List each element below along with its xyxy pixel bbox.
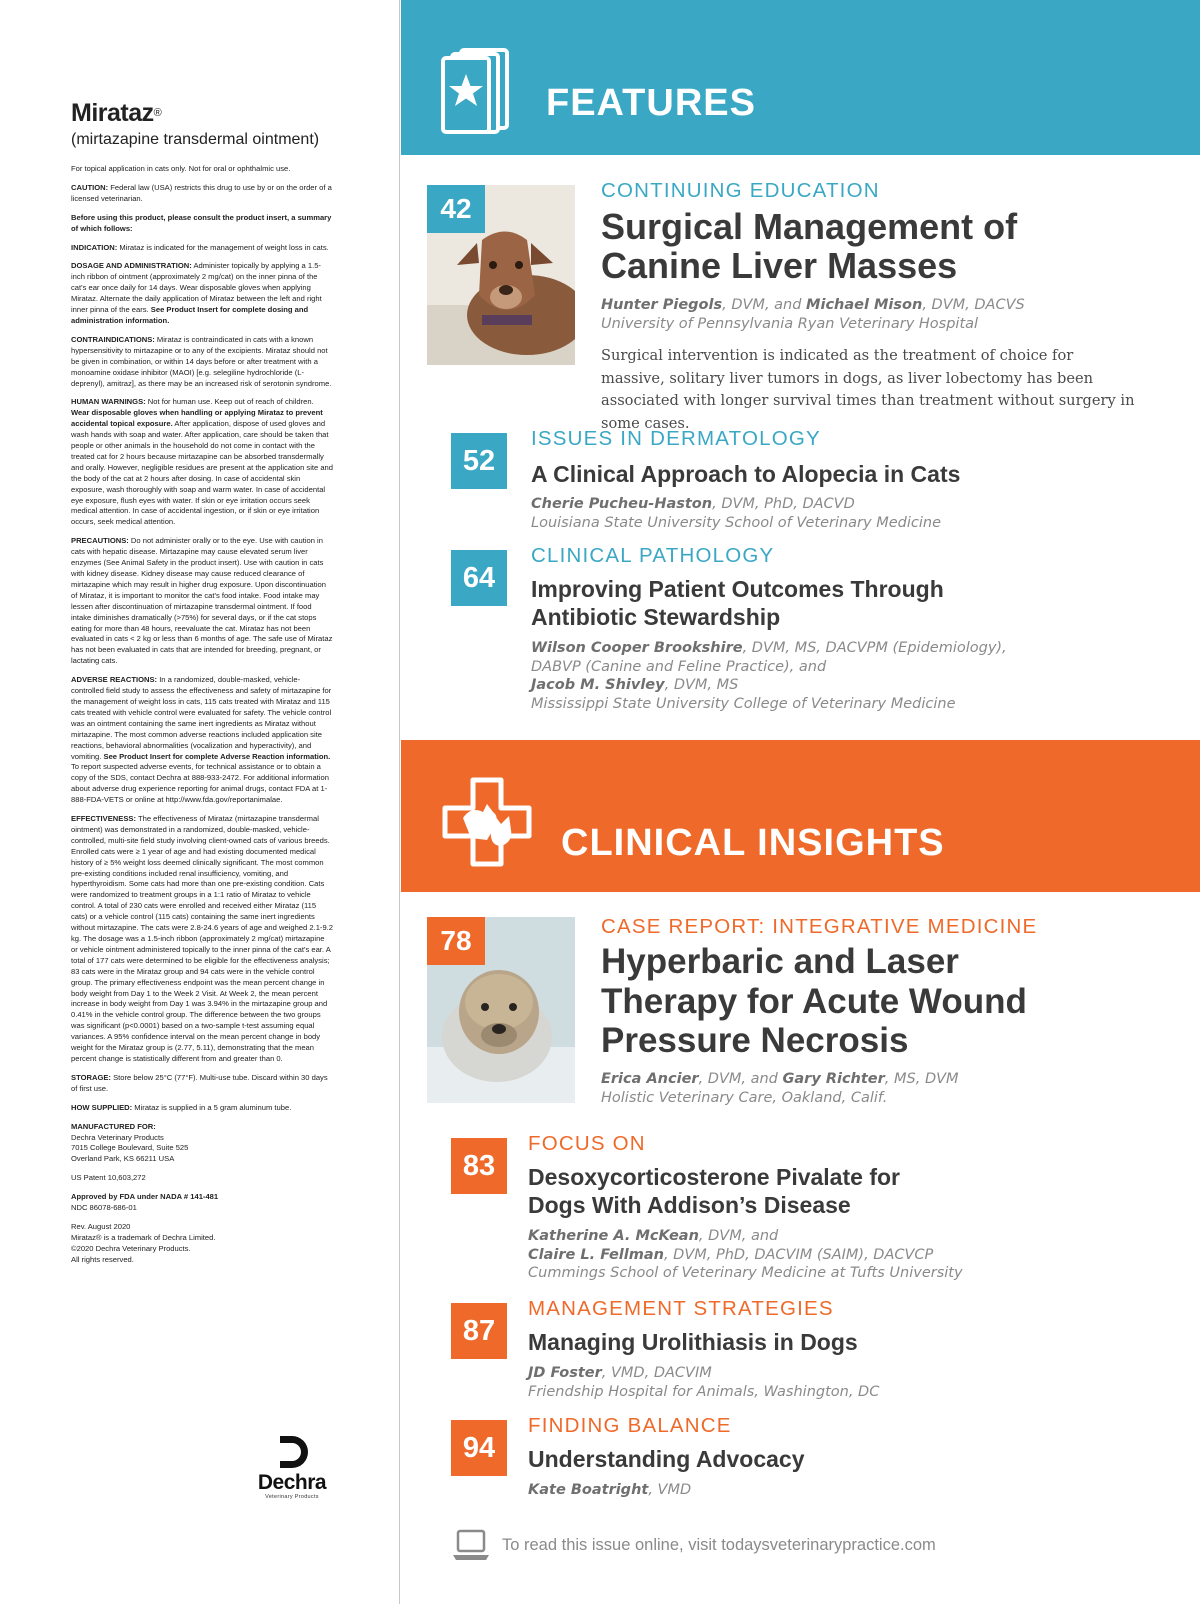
product-paragraphs	[71, 164, 333, 1266]
author-line: Wilson Cooper Brookshire, DVM, MS, DACVPM (Epidemiology),	[531, 640, 1007, 656]
article-category: ISSUES IN DERMATOLOGY	[531, 427, 821, 450]
article-authors	[531, 495, 941, 532]
author-line: Cummings School of Veterinary Medicine at Tufts University	[528, 1265, 963, 1281]
author-line: DABVP (Canine and Feline Practice), and	[531, 658, 827, 675]
clinical-insights-title: CLINICAL INSIGHTS	[561, 822, 945, 864]
author-line: University of Pennsylvania Ryan Veterinary Hospital	[601, 315, 979, 332]
features-banner	[401, 0, 1200, 155]
product-paragraph: MANUFACTURED FOR: Dechra Veterinary Products 7015 College Boulevard, Suite 525 Overland Park, KS 66211 USA	[71, 1121, 189, 1164]
article-authors	[601, 296, 1025, 333]
product-paragraph: CONTRAINDICATIONS: Mirataz is contraindicated in cats with a known hypersensitivity to mirtazapine or to any of the excipients. Mirataz should not be given in combination, or within 14 days before or after treatment with a monoamine oxidase inhibitor (MAOI) [e.g. selegiline hydrochloride (L-deprenyl), amitraz], as there may be an increased risk of serotonin syndrome.	[71, 334, 332, 388]
article-category: CONTINUING EDUCATION	[601, 179, 880, 202]
article-title: Understanding Advocacy	[528, 1446, 805, 1472]
dechra-logo	[252, 1432, 332, 1500]
laptop-icon	[452, 1528, 490, 1562]
product-paragraph: Before using this product, please consult the product insert, a summary of which follows:	[71, 212, 332, 233]
feature-article[interactable]	[451, 427, 1161, 540]
article-category: CASE REPORT: INTEGRATIVE MEDICINE	[601, 915, 1038, 938]
product-paragraph: EFFECTIVENESS: The effectiveness of Mirataz (mirtazapine transdermal ointment) was demonstrated in a randomized, double-masked, vehicle-controlled, multi-site field study involving client-owned cats of various breeds. Enrolled cats were ≥ 1 year of age and had existing documented medical history of ≥ 5% weight loss deemed clinically significant. The most common pre-existing conditions included renal insufficiency, vomiting, and hyperthyroidism. Some cats had more than one pre-existing condition. Cats were randomized to treatment groups in a 1:1 ratio of Mirataz to vehicle control. A total of 230 cats were enrolled and received either Mirataz (115 cats) or a vehicle control (115 cats) containing the same inert ingredients without mirtazapine. The cats were 2.8-24.6 years of age and weighed 2.1-9.2 kg. The dosage was a 1.5-inch ribbon (approximately 2 mg/cat) mirtazapine or vehicle ointment administered topically to the inner pinna of the cat's ear. A total of 177 cats were determined to be eligible for the effectiveness analysis; 83 cats were in the Mirataz group and 94 cats were in the vehicle control group. The primary effectiveness endpoint was the mean percent change in body weight from Day 1 to the Week 2 Visit. At Week 2, the mean percent increase in body weight from Day 1 was 3.94% in the mirtazapine group and 0.41% in the vehicle control group. The difference between the two groups was significant (p<0.0001) based on a two-sample t-test assuming equal variances. A 95% confidence interval on the mean percent change in body weight for the Mirataz group is (2.77, 5.11), demonstrating that the mean percent change is statistically different from and greater than 0.	[71, 814, 333, 1063]
product-info-sidebar	[0, 0, 400, 1604]
article-category: FINDING BALANCE	[528, 1414, 732, 1437]
drug-name: Mirataz®	[71, 99, 162, 127]
author-line: Mississippi State University College of Veterinary Medicine	[531, 695, 956, 712]
product-paragraph: US Patent 10,603,272	[71, 1173, 146, 1183]
author-line: JD Foster, VMD, DACVIM	[528, 1365, 712, 1381]
author-line: Louisiana State University School of Veterinary Medicine	[531, 514, 941, 531]
insight-article[interactable]	[451, 1132, 1161, 1285]
article-title: A Clinical Approach to Alopecia in Cats	[531, 461, 961, 487]
product-paragraph: CAUTION: Federal law (USA) restricts this drug to use by or on the order of a licensed veterinarian.	[71, 182, 332, 203]
product-paragraph: DOSAGE AND ADMINISTRATION: Administer topically by applying a 1.5-inch ribbon of ointment (approximately 2 mg/cat) on the inner pinna of the cat's ear once daily for 14 days. Wear disposable gloves when applying Mirataz. Alternate the daily application of Mirataz between the left and right inner pinna of the ears. See Product Insert for complete dosing and administration information.	[71, 261, 322, 325]
page-number-badge: 42	[427, 185, 485, 233]
drug-subtitle: (mirtazapine transdermal ointment)	[71, 131, 320, 148]
page-number-badge: 78	[427, 917, 485, 965]
product-paragraph: HUMAN WARNINGS: Not for human use. Keep out of reach of children. Wear disposable gloves when handling or applying Mirataz to prevent accidental topical exposure. After application, dispose of used gloves and wash hands with soap and water. After application, care should be taken that people or other animals in the household do not come in contact with the treated cat for 2 hours because mirtazapine can be absorbed transdermally and orally. However, negligible residues are present at the application site and the body of the cat at 2 hours after dosing. In case of accidental skin exposure, wash thoroughly with soap and warm water. In case of accidental eye exposure, flush eyes with water. If skin or eye irritation occurs seek medical attention. In case of accidental ingestion, or if skin or eye irritation occurs, seek medical attention.	[71, 397, 334, 527]
article-title: Surgical Management of Canine Liver Masses	[601, 206, 1018, 286]
dechra-name: Dechra	[257, 1471, 327, 1494]
article-title: Desoxycorticosterone Pivalate for Dogs With Addison’s Disease	[528, 1164, 900, 1218]
read-online-footer[interactable]	[452, 1526, 1152, 1566]
product-paragraph: PRECAUTIONS: Do not administer orally or to the eye. Use with caution in cats with hepatic disease. Mirtazapine may cause elevated serum liver enzymes (See Animal Safety in the product insert). Use with caution in cats with kidney disease. Kidney disease may cause reduced clearance of mirtazapine which may result in higher drug exposure. Upon discontinuation of Mirataz, it is important to monitor the cat's food intake. Food intake may lessen after discontinuation of mirtazapine transdermal ointment. If food intake diminishes dramatically (>75%) for several days, or if the cat stops eating for more than 48 hours, reevaluate the cat. Mirataz has not been evaluated in cats < 2 kg or less than 6 months of age. The safe use of Mirataz has not been evaluated in cats that are intended for breeding, pregnant, or lactating cats.	[71, 536, 333, 666]
author-line: Erica Ancier, DVM, and Gary Richter, MS, DVM	[601, 1071, 959, 1087]
article-blurb: Surgical intervention is indicated as the treatment of choice for massive, solitary liver tumors in dogs, as liver lobectomy has been associated with longer survival times than treatment without surgery in some cases.	[601, 347, 1135, 432]
article-category: CLINICAL PATHOLOGY	[531, 544, 775, 567]
insight-article[interactable]	[451, 1297, 1161, 1410]
insight-article[interactable]	[451, 1414, 1161, 1507]
article-title: Managing Urolithiasis in Dogs	[528, 1329, 858, 1355]
article-category: FOCUS ON	[528, 1132, 646, 1155]
author-line: Cherie Pucheu-Haston, DVM, PhD, DACVD	[531, 496, 855, 512]
clinical-insights-banner	[401, 740, 1200, 892]
author-line: Jacob M. Shivley, DVM, MS	[531, 677, 739, 693]
product-info-text	[71, 100, 333, 1274]
author-line: Kate Boatright, VMD	[528, 1482, 692, 1498]
article-category: MANAGEMENT STRATEGIES	[528, 1297, 834, 1320]
read-online-text[interactable]: To read this issue online, visit todaysveterinarypractice.com	[502, 1536, 936, 1554]
product-paragraph: For topical application in cats only. Not for oral or ophthalmic use.	[71, 164, 291, 173]
product-paragraph: INDICATION: Mirataz is indicated for the management of weight loss in cats.	[71, 242, 329, 252]
dechra-tagline: Veterinary Products	[265, 1494, 319, 1500]
article-authors	[601, 1070, 959, 1107]
product-paragraph: STORAGE: Store below 25°C (77°F). Multi-use tube. Discard within 30 days of first use.	[71, 1072, 328, 1093]
article-authors	[528, 1364, 879, 1401]
insight-article-lead[interactable]	[427, 917, 1167, 1107]
page-number-badge: 83	[451, 1138, 507, 1194]
author-line: Claire L. Fellman, DVM, PhD, DACVIM (SAIM), DACVCP	[528, 1246, 934, 1263]
feature-article[interactable]	[451, 544, 1161, 717]
page-number-badge: 87	[451, 1303, 507, 1359]
features-title: FEATURES	[546, 82, 756, 124]
feature-article-lead[interactable]	[427, 179, 1167, 432]
author-line: Holistic Veterinary Care, Oakland, Calif.	[601, 1089, 888, 1106]
product-paragraph: ADVERSE REACTIONS: In a randomized, double-masked, vehicle-controlled field study to assess the effectiveness and safety of mirtazapine for the management of weight loss in cats, 115 cats treated with Mirataz and 115 cats treated with vehicle control were evaluated for safety. The vehicle control was an ointment containing the same inert ingredients as Mirataz without mirtazapine. The most common adverse reactions included application site reactions, behavioral abnormalities (vocalization and hyperactivity), and vomiting. See Product Insert for complete Adverse Reaction information. To report suspected adverse events, for technical assistance or to obtain a copy of the SDS, contact Dechra at 888-933-2472. For additional information about adverse drug experience reporting for animal drugs, contact FDA at 1-888-FDA-VETS or online at http://www.fda.gov/reportanimalae.	[71, 675, 332, 805]
page-number-badge: 94	[451, 1420, 507, 1476]
book-star-icon	[441, 48, 511, 134]
article-authors	[531, 639, 1007, 713]
medical-cross-pets-icon	[441, 776, 533, 868]
product-paragraph: HOW SUPPLIED: Mirataz is supplied in a 5 gram aluminum tube.	[71, 1102, 292, 1112]
article-title: Hyperbaric and Laser Therapy for Acute Wound Pressure Necrosis	[601, 942, 1027, 1060]
article-authors	[528, 1481, 691, 1500]
product-paragraph: Rev. August 2020 Mirataz® is a trademark of Dechra Limited. ©2020 Dechra Veterinary Products. All rights reserved.	[71, 1221, 216, 1264]
article-title: Improving Patient Outcomes Through Antibiotic Stewardship	[531, 576, 944, 630]
product-paragraph: Approved by FDA under NADA # 141-481 NDC 86078-686-01	[71, 1192, 219, 1213]
author-line: Katherine A. McKean, DVM, and	[528, 1228, 779, 1244]
author-line: Hunter Piegols, DVM, and Michael Mison, DVM, DACVS	[601, 297, 1025, 313]
dechra-d-icon	[272, 1432, 312, 1472]
article-authors	[528, 1227, 963, 1283]
page-number-badge: 64	[451, 550, 507, 606]
author-line: Friendship Hospital for Animals, Washington, DC	[528, 1383, 880, 1400]
page-number-badge: 52	[451, 433, 507, 489]
